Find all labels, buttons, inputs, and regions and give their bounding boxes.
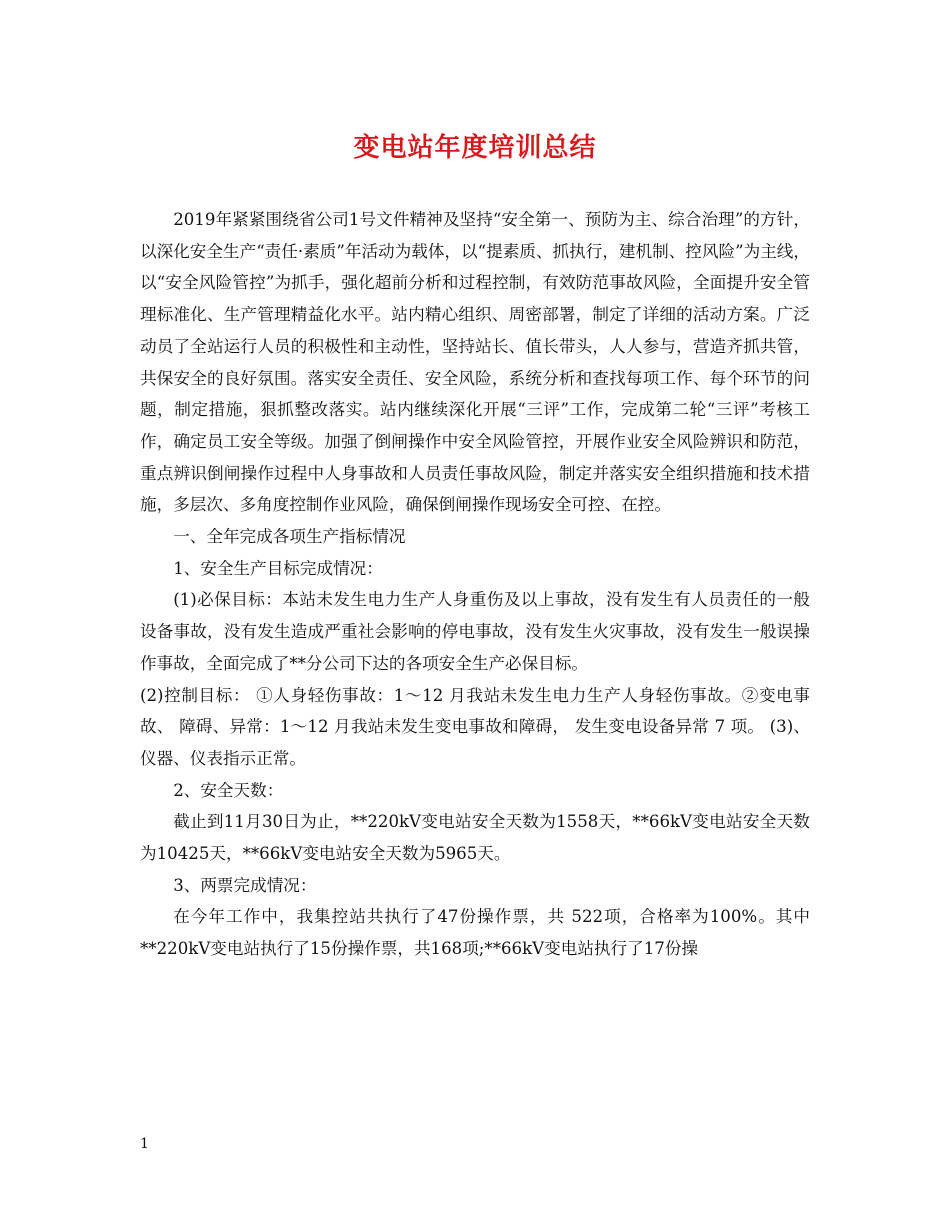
page-title: 变电站年度培训总结 xyxy=(353,133,597,163)
document-body xyxy=(140,204,810,965)
paragraph-mandatory-goals: (1)必保目标：本站未发生电力生产人身重伤及以上事故，没有发生有人员责任的一般设备事故，没有发生造成严重社会影响的停电事故，没有发生火灾事故，没有发生一般误操作事故，全面完成了**分公司下达的各项安全生产必保目标。 xyxy=(140,590,810,673)
subsection-heading-safety-goals: 1、安全生产目标完成情况： xyxy=(173,558,383,578)
paragraph-intro: 2019年紧紧围绕省公司1号文件精神及坚持“安全第一、预防为主、综合治理”的方针，以深化安全生产“责任·素质”年活动为载体，以“提素质、抓执行，建机制、控风险”为主线，以“安全风险管控”为抓手，强化超前分析和过程控制，有效防范事故风险，全面提升安全管理标准化、生产管理精益化水平。站内精心组织、周密部署，制定了详细的活动方案。广泛动员了全站运行人员的积极性和主动性，坚持站长、值长带头，人人参与，营造齐抓共管，共保安全的良好氛围。落实安全责任、安全风险，系统分析和查找每项工作、每个环节的问题，制定措施，狠抓整改落实。站内继续深化开展“三评”工作，完成第二轮“三评”考核工作，确定员工安全等级。加强了倒闸操作中安全风险管控，开展作业安全风险辨识和防范，重点辨识倒闸操作过程中人身事故和人员责任事故风险，制定并落实安全组织措施和技术措施，多层次、多角度控制作业风险，确保倒闸操作现场安全可控、在控。 xyxy=(140,210,810,515)
paragraph-two-tickets: 在今年工作中，我集控站共执行了47份操作票，共 522项，合格率为100%。其中**220kV变电站执行了15份操作票，共168项;**66kV变电站执行了17份操 xyxy=(140,907,810,959)
page-number: 1 xyxy=(140,1136,149,1152)
section-heading-1: 一、全年完成各项生产指标情况 xyxy=(173,527,406,547)
paragraph-safety-days: 截止到11月30日为止，**220kV变电站安全天数为1558天，**66kV变电站安全天数为10425天，**66kV变电站安全天数为5965天。 xyxy=(140,812,810,864)
subsection-heading-two-tickets: 3、两票完成情况： xyxy=(173,875,317,895)
subsection-heading-safety-days: 2、安全天数： xyxy=(173,780,284,800)
paragraph-control-goals: (2)控制目标： ①人身轻伤事故：1～12 月我站未发生电力生产人身轻伤事故。②变电事故、 障碍、异常：1～12 月我站未发生变电事故和障碍， 发生变电设备异常 7 项。 (3)、仪器、仪表指示正常。 xyxy=(140,685,810,768)
